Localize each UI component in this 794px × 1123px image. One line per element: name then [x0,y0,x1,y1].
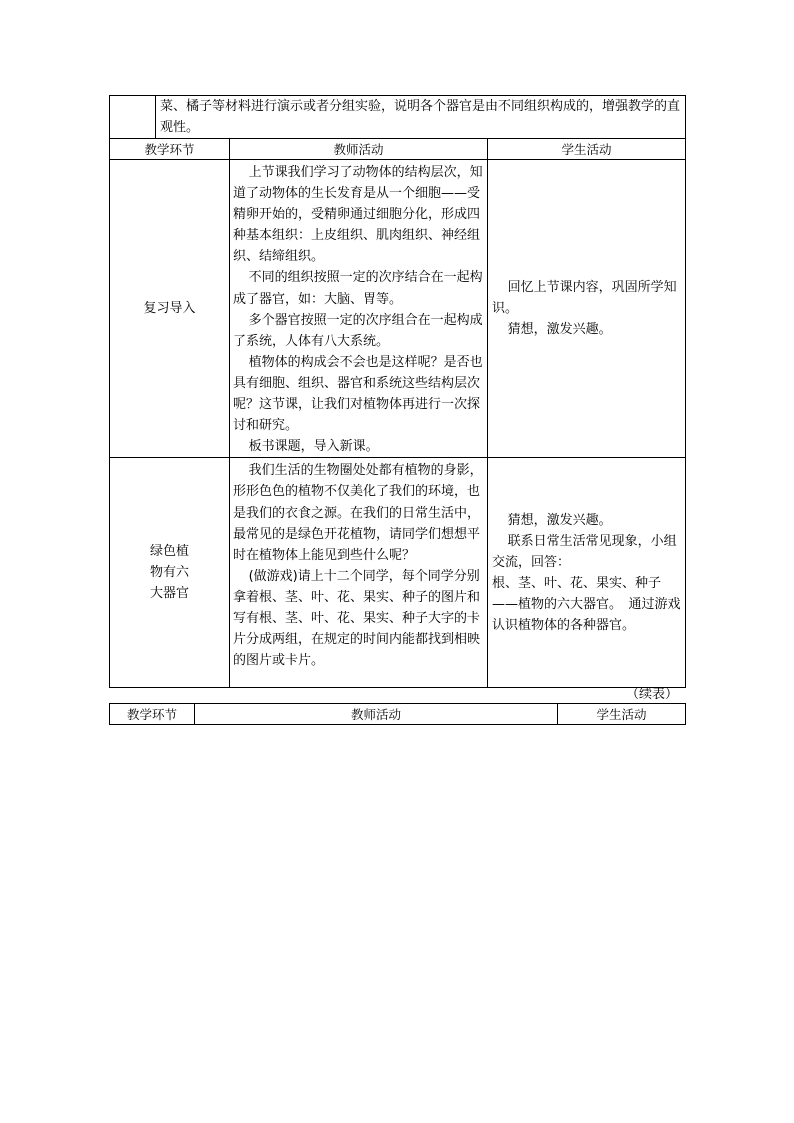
intro-cell [110,96,686,139]
teacher-paragraph: 板书课题，导入新课。 [248,439,379,455]
section-six-organs [110,458,230,688]
student-paragraph: 联系日常生活常见现象，小组交流，回答： [492,533,677,570]
teacher-paragraph: 上节课我们学习了动物体的结构层次，知道了动物体的生长发育是从一个细胞——受精卵开始的，受精卵通过细胞分化，形成四种基本组织：上皮组织、肌肉组织、神经组织、结缔组织。 [233,165,483,265]
teacher-paragraph: (做游戏)请上十二个同学，每个同学分别拿着根、茎、叶、花、果实、种子的图片和写有根、茎、叶、花、果实、种子大字的卡片分成两组，在规定的时间内能都找到相映的图片或卡片。 [233,568,481,669]
lesson-plan-table [109,95,686,688]
header-teaching-stage: 教学环节 [110,139,230,160]
teacher-paragraph: 我们生活的生物圈处处都有植物的身影，形形色色的植物不仅美化了我们的环境，也是我们的衣食之源。在我们的日常生活中，最常见的是绿色开花植物，请同学们想想平时在植物体上能见到些什么呢？ [233,463,483,563]
student-paragraph: 回忆上节课内容，巩固所学知识。 [492,280,677,317]
header-teaching-stage: 教学环节 [110,704,195,725]
section-label-line: 大器官 [149,586,189,602]
student-activity-cell [488,458,686,688]
intro-row [110,96,686,139]
teacher-paragraph: 多个器官按照一定的次序组合在一起构成了系统，人体有八大系统。 [233,312,483,349]
teacher-activity-cell [230,160,488,458]
student-paragraph: 猜想，激发兴趣。 [507,322,612,338]
student-paragraph: 根、茎、叶、花、果实、种子——植物的六大器官。 通过游戏认识植物体的各种器官。 [492,575,681,633]
student-paragraph: 猜想，激发兴趣。 [507,512,612,528]
table-header-row [110,139,686,160]
teacher-activity-cell [230,458,488,688]
section-label-line: 物有六 [149,565,189,581]
table-header-row [110,704,686,725]
intro-text: 菜、橘子等材料进行演示或者分组实验，说明各个器官是由不同组织构成的，增强教学的直观性。 [160,99,681,135]
header-student-activity: 学生活动 [558,704,686,725]
header-student-activity: 学生活动 [488,139,686,160]
table-row [110,458,686,688]
continued-label: （续表） [626,687,679,702]
teacher-paragraph: 不同的组织按照一定的次序结合在一起构成了器官，如：大脑、胃等。 [233,270,483,307]
header-teacher-activity: 教师活动 [230,139,488,160]
continued-table-header [109,703,686,725]
table-row [110,160,686,458]
student-activity-cell [488,160,686,458]
header-teacher-activity: 教师活动 [195,704,558,725]
section-label-line: 绿色植 [149,544,189,560]
teacher-paragraph: 植物体的构成会不会也是这样呢？是否也具有细胞、组织、器官和系统这些结构层次呢？这节课，让我们对植物体再进行一次探讨和研究。 [233,354,483,434]
section-review-intro: 复习导入 [110,160,230,458]
